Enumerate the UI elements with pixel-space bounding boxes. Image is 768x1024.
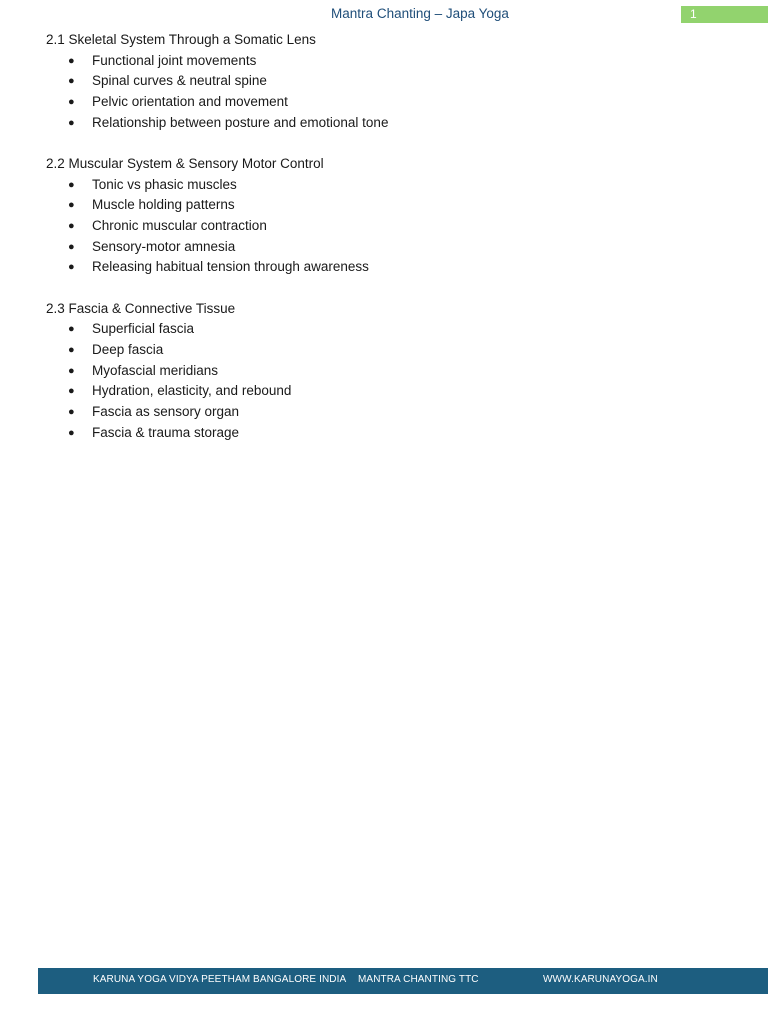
list-item-text: Functional joint movements <box>92 52 257 68</box>
section-3 <box>46 299 746 444</box>
list-item <box>46 92 746 113</box>
bullet-icon: ● <box>68 96 75 109</box>
list-item <box>46 381 746 402</box>
bullet-icon: ● <box>68 220 75 232</box>
list-item <box>46 319 746 340</box>
list-item-text: Myofascial meridians <box>92 362 219 378</box>
bullet-icon: ● <box>68 261 75 274</box>
list-item-text: Muscle holding patterns <box>92 197 235 213</box>
list-item <box>46 51 746 72</box>
list-item-text: Releasing habitual tension through awareness <box>92 259 369 275</box>
bullet-icon: ● <box>68 75 75 88</box>
bullet-icon: ● <box>68 364 75 377</box>
list-item <box>46 402 746 423</box>
section-title: 2.1 Skeletal System Through a Somatic Lens <box>46 32 316 47</box>
list-item-text: Fascia as sensory organ <box>92 404 240 419</box>
bullet-icon: ● <box>68 385 75 398</box>
list-item <box>46 71 746 92</box>
list-item-text: Sensory-motor amnesia <box>92 238 236 254</box>
list-item-text: Spinal curves & neutral spine <box>92 73 267 89</box>
list-item <box>46 257 746 278</box>
list-item-text: Pelvic orientation and movement <box>92 94 288 110</box>
list-item-text: Deep fascia <box>92 341 164 357</box>
page-number-badge <box>681 6 768 23</box>
bullet-list <box>46 319 746 443</box>
bullet-icon: ● <box>68 240 75 253</box>
list-item-text: Chronic muscular contraction <box>92 218 267 233</box>
bullet-icon: ● <box>68 54 75 67</box>
section-title: 2.2 Muscular System & Sensory Motor Control <box>46 155 324 171</box>
bullet-icon: ● <box>68 178 75 191</box>
bullet-icon: ● <box>68 323 75 336</box>
list-item <box>46 216 746 237</box>
footer-organization: KARUNA YOGA VIDYA PEETHAM BANGALORE INDIA <box>93 974 347 985</box>
header-title: Mantra Chanting – Japa Yoga <box>331 6 509 21</box>
bullet-icon: ● <box>68 116 75 129</box>
footer-course: MANTRA CHANTING TTC <box>358 974 479 985</box>
list-item-text: Tonic vs phasic muscles <box>92 176 237 192</box>
list-item <box>46 175 746 196</box>
list-item-text: Hydration, elasticity, and rebound <box>92 383 292 399</box>
list-item <box>46 113 746 134</box>
bullet-list <box>46 175 746 278</box>
list-item-text: Fascia & trauma storage <box>92 424 240 440</box>
list-item <box>46 361 746 382</box>
bullet-icon: ● <box>68 406 75 418</box>
document-body <box>46 30 746 464</box>
page-number: 1 <box>690 7 697 21</box>
list-item <box>46 423 746 444</box>
footer-bar <box>38 968 768 994</box>
section-1 <box>46 30 746 133</box>
section-2 <box>46 154 746 278</box>
bullet-list <box>46 51 746 134</box>
bullet-icon: ● <box>68 426 75 439</box>
list-item-text: Relationship between posture and emotional tone <box>92 114 389 130</box>
bullet-icon: ● <box>68 199 75 212</box>
list-item <box>46 340 746 361</box>
footer-website: WWW.KARUNAYOGA.IN <box>543 974 658 985</box>
section-title: 2.3 Fascia & Connective Tissue <box>46 300 236 316</box>
list-item-text: Superficial fascia <box>92 321 195 337</box>
list-item <box>46 195 746 216</box>
list-item <box>46 237 746 258</box>
bullet-icon: ● <box>68 343 75 356</box>
